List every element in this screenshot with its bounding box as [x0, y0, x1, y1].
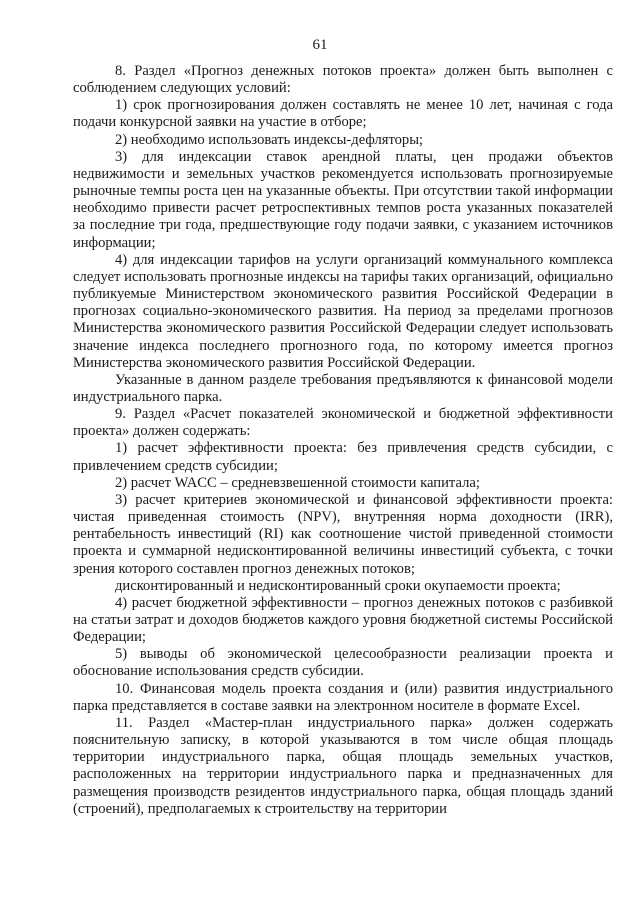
paragraph-section-9: 9. Раздел «Расчет показателей экономической и бюджетной эффективности проекта» должен содержать:: [73, 406, 613, 440]
paragraph-requirements-note: Указанные в данном разделе требования предъявляются к финансовой модели индустриального парка.: [73, 371, 613, 405]
paragraph-payback-period: дисконтированный и недисконтированный сроки окупаемости проекта;: [115, 577, 561, 594]
page-number: 61: [312, 37, 328, 53]
paragraph-item-1: 1) срок прогнозирования должен составлять не менее 10 лет, начиная с года подачи конкурсной заявки на участие в отборе;: [73, 97, 613, 131]
paragraph-item-2: 2) необходимо использовать индексы-дефляторы;: [115, 131, 424, 148]
paragraph-s9-item-1: 1) расчет эффективности проекта: без привлечения средств субсидии, с привлечением средств субсидии;: [73, 440, 613, 474]
paragraph-item-3: 3) для индексации ставок арендной платы, цен продажи объектов недвижимости и земельных участков рекомендуется использовать прогнозируемые рыночные темпы роста цен на указанные объекты. При отсутствии такой информации необходимо привести расчет ретроспективных темпов роста указанных показателей за последние три года, предшествующие году подачи заявки, с указанием источников информации;: [73, 148, 613, 251]
paragraph-s9-item-4: 4) расчет бюджетной эффективности – прогноз денежных потоков с разбивкой на статьи затрат и доходов бюджетов каждого уровня бюджетной системы Российской Федерации;: [73, 594, 613, 646]
paragraph-s9-item-3: 3) расчет критериев экономической и финансовой эффективности проекта: чистая приведенная стоимость (NPV), внутренняя норма доходности (IRR), рентабельность инвестиций (RI) как соотношение чистой приведенной стоимости проекта и суммарной недисконтированной величины инвестиций субъекта, с точки зрения которого составлен прогноз денежных потоков;: [73, 491, 613, 577]
paragraph-section-8: 8. Раздел «Прогноз денежных потоков проекта» должен быть выполнен с соблюдением следующих условий:: [73, 63, 613, 97]
paragraph-s9-item-2: 2) расчет WACC – средневзвешенной стоимости капитала;: [115, 474, 480, 491]
paragraph-s9-item-5: 5) выводы об экономической целесообразности реализации проекта и обоснование использования средств субсидии.: [73, 646, 613, 680]
paragraph-section-11: 11. Раздел «Мастер-план индустриального парка» должен содержать пояснительную записку, в которой указываются в том числе общая площадь территории индустриального парка, общая площадь земельных участков, расположенных на территории индустриального парка и предназначенных для размещения производств резидентов индустриального парка, общая площадь зданий (строений), предполагаемых к строительству на территории: [73, 714, 613, 817]
paragraph-item-4: 4) для индексации тарифов на услуги организаций коммунального комплекса следует использовать прогнозные индексы на тарифы таких организаций, официально публикуемые Министерством экономического развития Российской Федерации в прогнозах социально-экономического развития. На период за пределами прогнозов Министерства экономического развития Российской Федерации следует использовать значение индекса последнего прогнозного года, по которому имеется прогноз Министерства экономического развития Российской Федерации.: [73, 251, 613, 371]
paragraph-section-10: 10. Финансовая модель проекта создания и (или) развития индустриального парка представляется в составе заявки на электронном носителе в формате Excel.: [73, 680, 613, 714]
document-body: [73, 63, 613, 818]
